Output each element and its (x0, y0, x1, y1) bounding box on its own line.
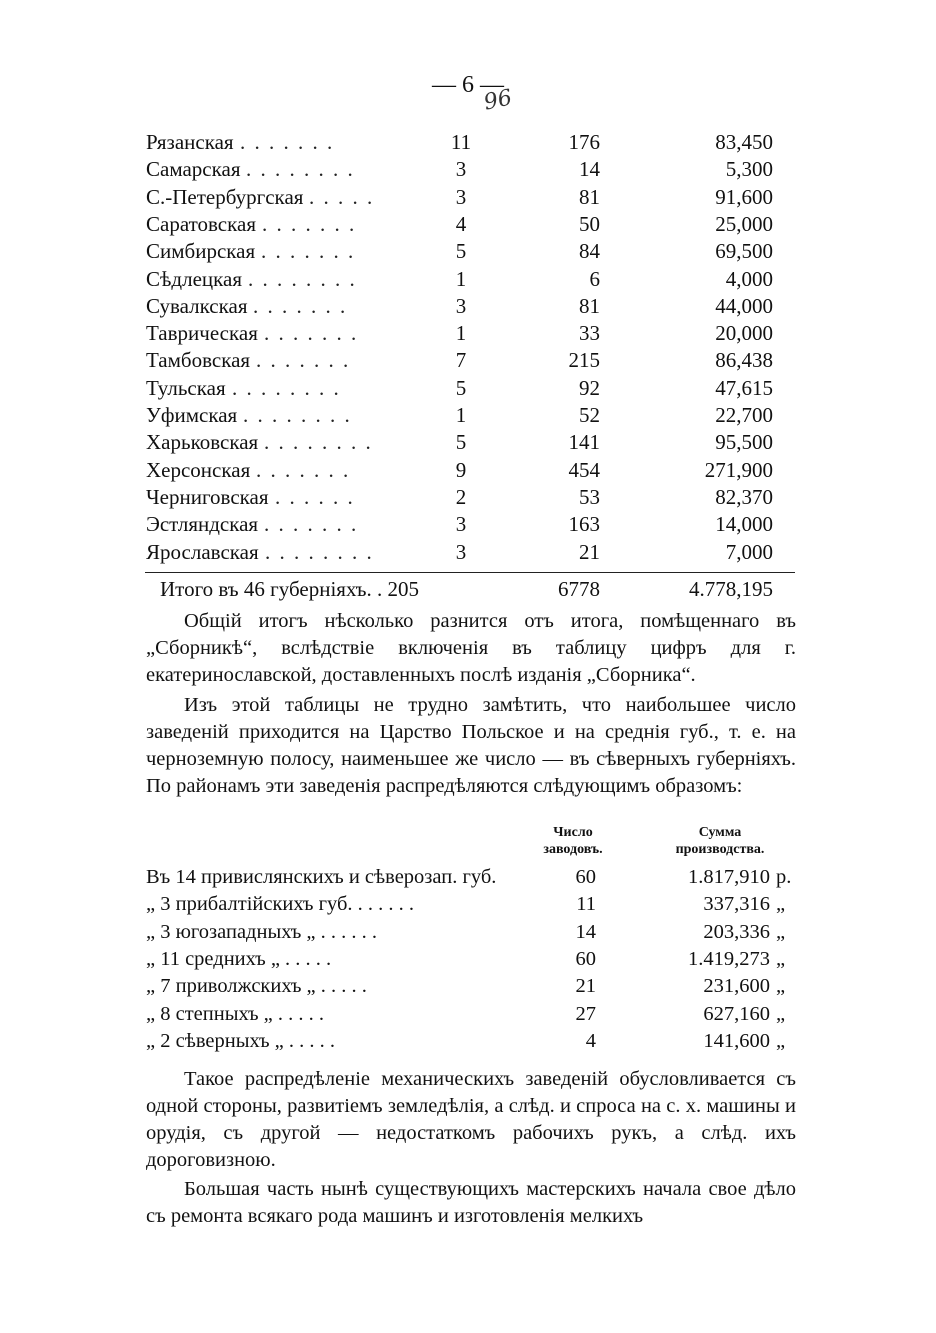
page-number: — 6 — (432, 72, 504, 98)
province-name: Ярославская (146, 539, 259, 564)
district-count: 11 (576, 893, 596, 916)
worker-count: 21 (579, 539, 600, 564)
province-row (0, 348, 936, 375)
district-row (0, 1003, 936, 1030)
province-row (0, 239, 936, 266)
province-name: Саратовская (146, 211, 256, 236)
district-row (0, 1030, 936, 1057)
district-label: „ 11 среднихъ „ . . . . . (146, 947, 332, 970)
leader-dots: . . . . . . . (240, 130, 335, 154)
paragraph-1: Общій итогъ нѣсколько разнится отъ итога, помѣщеннаго въ „Сборникѣ“, вслѣдствіе включенія въ таблицу цифръ для г. екатеринославской, доставленныхъ послѣ изданія „Сборника“. (146, 610, 796, 686)
province-row (0, 321, 936, 348)
district-sum: 203,336 (703, 920, 770, 943)
worker-count: 215 (568, 348, 600, 373)
factory-count: 3 (455, 512, 467, 537)
district-sum: 1.419,273 (688, 947, 770, 970)
leader-dots: . . . . . . (275, 484, 355, 509)
paragraph-2: Изъ этой таблицы не трудно замѣтить, что наибольшее число заведеній приходится на Царство Польское и на среднія губ., т. е. на черноземную полосу, наименьшее же число — въ сѣверныхъ губерніяхъ. По районамъ эти заведенія распредѣляются слѣдующимъ образомъ: (146, 694, 796, 797)
district-row (0, 921, 936, 948)
worker-count: 33 (579, 321, 600, 346)
leader-dots: . . . . . . . . (248, 266, 357, 291)
district-label: Въ 14 привислянскихъ и сѣверозап. губ. (146, 866, 497, 888)
leader-dots: . . . . . . . (261, 239, 356, 264)
leader-dots: . . . . . . . . (246, 157, 355, 182)
production-sum: 4,000 (725, 266, 773, 291)
province-row (0, 485, 936, 512)
province-row (0, 403, 936, 430)
district-label: „ 7 приволжскихъ „ . . . . . (146, 975, 367, 998)
total-label: Итого въ 46 губерніяхъ. . 205 (160, 577, 420, 601)
province-name: С.-Петербургская (146, 184, 304, 209)
district-unit: „ (776, 1029, 786, 1052)
factory-count: 3 (455, 293, 467, 318)
province-name: Самарская (146, 157, 241, 182)
province-name: Рязанская (146, 130, 234, 154)
district-count: 27 (575, 1002, 596, 1025)
district-label: „ 3 прибалтійскихъ губ. . . . . . . (146, 893, 415, 916)
leader-dots: . . . . . . . (264, 321, 359, 346)
province-row (0, 212, 936, 239)
province-name: Эстляндская (146, 512, 259, 537)
factory-count: 1 (455, 403, 467, 427)
worker-count: 50 (579, 211, 600, 236)
district-label: „ 3 югозападныхъ „ . . . . . . (146, 920, 378, 943)
province-row (0, 294, 936, 321)
production-sum: 22,700 (715, 403, 773, 427)
province-row (0, 130, 936, 157)
province-name: Тульская (146, 375, 226, 400)
province-name: Херсонская (146, 457, 251, 482)
production-sum: 95,500 (715, 430, 773, 455)
district-unit: „ (776, 975, 786, 998)
production-sum: 271,900 (704, 457, 773, 482)
district-count: 60 (575, 947, 596, 970)
production-sum: 83,450 (715, 130, 773, 154)
leader-dots: . . . . . . . (256, 457, 351, 482)
province-name: Тамбовская (146, 348, 251, 373)
province-row (0, 267, 936, 294)
district-row (0, 948, 936, 975)
factory-count: 3 (455, 184, 467, 209)
district-unit: „ (776, 893, 786, 916)
leader-dots: . . . . . . . . (265, 539, 374, 564)
total-rule (145, 572, 795, 573)
leader-dots: . . . . . . . (264, 512, 359, 537)
factory-count: 11 (450, 130, 472, 154)
district-count: 60 (575, 866, 596, 888)
factory-count: 1 (455, 321, 467, 346)
header-sum: Сумма производства. (675, 825, 765, 857)
district-row (0, 893, 936, 920)
leader-dots: . . . . . . . . (243, 403, 352, 427)
worker-count: 84 (579, 239, 600, 264)
district-sum: 1.817,910 (688, 866, 770, 888)
province-name: Сувалкская (146, 293, 248, 318)
factory-count: 3 (455, 157, 467, 182)
leader-dots: . . . . . . . . (232, 375, 341, 400)
worker-count: 14 (579, 157, 600, 182)
paragraph-3: Такое распредѣленіе механическихъ заведеній обусловливается съ одной стороны, развитіемъ земледѣлія, а слѣд. и спроса на с. х. машины и орудія, съ другой — недостаткомъ рабочихъ рукъ, а слѣд. ихъ дороговизною. (146, 1068, 796, 1171)
district-row (0, 975, 936, 1002)
factory-count: 5 (455, 375, 467, 400)
province-name: Черниговская (146, 484, 269, 509)
paragraph-4: Большая часть нынѣ существующихъ мастерскихъ начала свое дѣло съ ремонта всякаго рода машинъ и изготовленія мелкихъ (146, 1178, 796, 1227)
province-name: Таврическая (146, 321, 258, 346)
province-row (0, 430, 936, 457)
province-row (0, 185, 936, 212)
province-row (0, 376, 936, 403)
district-unit: „ (776, 947, 786, 970)
factory-count: 1 (455, 266, 467, 291)
province-name: Харьковская (146, 430, 259, 455)
worker-count: 454 (568, 457, 600, 482)
province-name: Уфимская (146, 403, 238, 427)
district-row (0, 866, 936, 893)
production-sum: 69,500 (715, 239, 773, 264)
leader-dots: . . . . . (309, 184, 375, 209)
factory-count: 2 (455, 484, 467, 509)
worker-count: 141 (568, 430, 600, 455)
district-unit: р. (776, 866, 792, 888)
province-name: Симбирская (146, 239, 256, 264)
district-count: 14 (575, 920, 596, 943)
province-row (0, 540, 936, 567)
worker-count: 92 (579, 375, 600, 400)
worker-count: 81 (579, 184, 600, 209)
worker-count: 163 (568, 512, 600, 537)
leader-dots: . . . . . . . . (264, 430, 373, 455)
district-unit: „ (776, 1002, 786, 1025)
total-sum: 4.778,195 (689, 577, 773, 601)
worker-count: 6 (589, 266, 600, 291)
production-sum: 86,438 (715, 348, 773, 373)
production-sum: 7,000 (725, 539, 773, 564)
factory-count: 3 (455, 539, 467, 564)
production-sum: 20,000 (715, 321, 773, 346)
worker-count: 176 (568, 130, 600, 154)
production-sum: 14,000 (715, 512, 773, 537)
production-sum: 25,000 (715, 211, 773, 236)
leader-dots: . . . . . . . (256, 348, 351, 373)
factory-count: 4 (455, 211, 467, 236)
province-row (0, 458, 936, 485)
worker-count: 52 (579, 403, 600, 427)
province-row (0, 157, 936, 184)
production-sum: 47,615 (715, 375, 773, 400)
factory-count: 5 (455, 239, 467, 264)
district-count: 4 (585, 1029, 596, 1052)
handwritten-mark: 96 (481, 85, 515, 116)
district-label: „ 2 сѣверныхъ „ . . . . . (146, 1029, 336, 1052)
province-row (0, 512, 936, 539)
factory-count: 9 (455, 457, 467, 482)
district-sum: 627,160 (703, 1002, 770, 1025)
total-row (0, 577, 936, 604)
leader-dots: . . . . . . . (262, 211, 357, 236)
factory-count: 7 (455, 348, 467, 373)
production-sum: 91,600 (715, 184, 773, 209)
leader-dots: . . . . . . . (253, 293, 348, 318)
district-label: „ 8 степныхъ „ . . . . . (146, 1002, 325, 1025)
production-sum: 5,300 (725, 157, 773, 182)
factory-count: 5 (455, 430, 467, 455)
district-sum: 231,600 (703, 975, 770, 998)
production-sum: 82,370 (715, 484, 773, 509)
district-count: 21 (575, 975, 596, 998)
district-sum: 337,316 (703, 893, 770, 916)
worker-count: 81 (579, 293, 600, 318)
district-sum: 141,600 (703, 1029, 770, 1052)
worker-count: 53 (579, 484, 600, 509)
header-count: Число заводовъ. (543, 825, 603, 857)
province-name: Сѣдлецкая (146, 266, 242, 291)
total-workers: 6778 (558, 577, 600, 601)
district-unit: „ (776, 920, 786, 943)
production-sum: 44,000 (715, 293, 773, 318)
